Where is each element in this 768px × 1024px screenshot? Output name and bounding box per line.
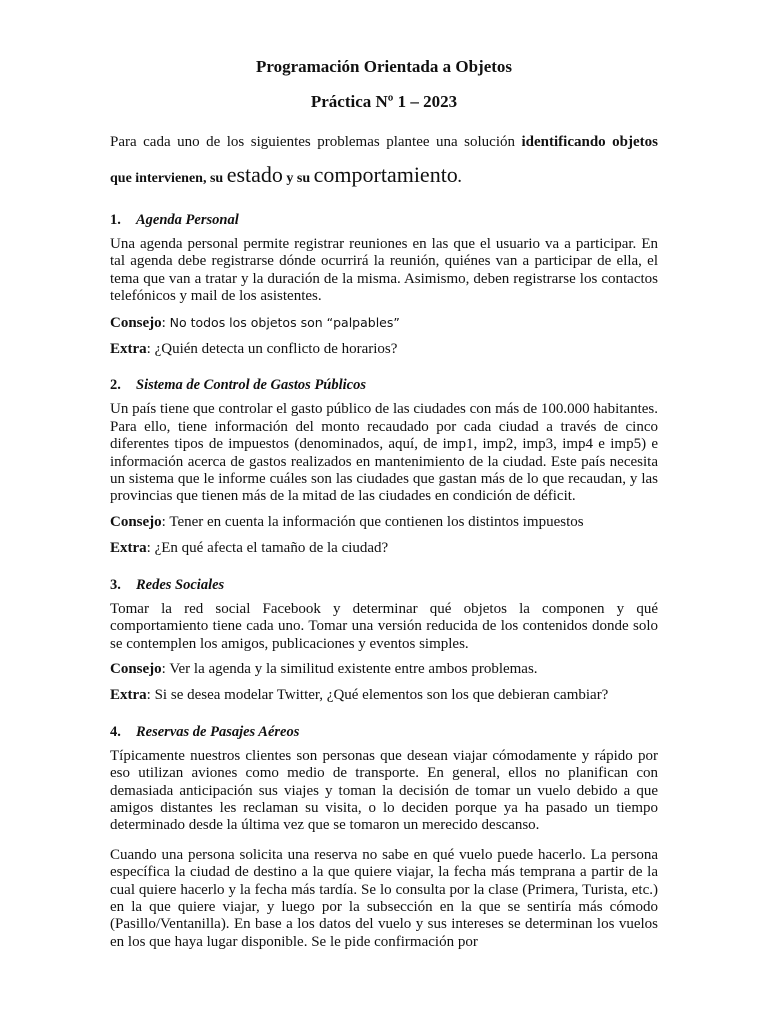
section-body: Un país tiene que controlar el gasto público de las ciudades con más de 100.000 habitantes. Para ello, tiene información del monto recaudado por cada ciudad a través de cinco diferentes tipos de impuestos (denominados, aquí, de imp1, imp2, imp3, imp4 e imp5) e información acerca de gastos realizados en mantenimiento de la ciudad. Este país necesita un sistema que le informe cuáles son las ciudades que gastan más de lo que recaudan, y las provincias que tienen más de la mitad de las ciudades en condición de déficit. bbox=[110, 401, 658, 505]
section-redes bbox=[110, 575, 658, 705]
page-subtitle: Práctica Nº 1 – 2023 bbox=[310, 92, 458, 111]
tip-label: Consejo bbox=[110, 314, 162, 331]
tip-line: Consejo: Tener en cuenta la información que contienen los distintos impuestos bbox=[110, 513, 584, 530]
page-title: Programación Orientada a Objetos bbox=[255, 57, 513, 76]
section-number: 1. bbox=[110, 212, 121, 228]
section-number: 2. bbox=[110, 377, 121, 394]
extra-text: Si se desea modelar Twitter, ¿Qué elementos son los que debieran cambiar? bbox=[154, 687, 609, 704]
document-page bbox=[110, 56, 658, 951]
section-title: Sistema de Control de Gastos Públicos bbox=[136, 377, 367, 394]
intro-bold-continue: que intervienen, su bbox=[110, 171, 227, 186]
extra-text: ¿Quién detecta un conflicto de horarios? bbox=[154, 341, 398, 358]
tip-label: Consejo bbox=[110, 513, 162, 530]
extra-line: Extra: ¿Quién detecta un conflicto de horarios? bbox=[110, 341, 398, 358]
tip-label: Consejo bbox=[110, 660, 162, 677]
extra-text: ¿En qué afecta el tamaño de la ciudad? bbox=[154, 540, 389, 557]
tip-text: Ver la agenda y la similitud existente entre ambos problemas. bbox=[169, 660, 538, 677]
section-title: Redes Sociales bbox=[136, 576, 225, 593]
intro-y-su: y su bbox=[282, 171, 314, 186]
tip-text: No todos los objetos son “palpables” bbox=[169, 314, 400, 330]
tip-line: Consejo: Ver la agenda y la similitud existente entre ambos problemas. bbox=[110, 660, 538, 677]
section-number: 4. bbox=[110, 723, 121, 740]
tip-text: Tener en cuenta la información que contienen los distintos impuestos bbox=[169, 513, 584, 530]
section-body-2: Cuando una persona solicita una reserva no sabe en qué vuelo puede hacerlo. La persona específica la ciudad de destino a la que quiere viajar, la fecha más temprana a partir de la cual quiere hacerlo y la fecha más tardía. Se lo consulta por la clase (Primera, Turista, etc.) en la que quiere viajar, y luego por la subsección en la que se sentiría más cómodo (Pasillo/Ventanilla). En base a los datos del vuelo y sus intereses se determinan los vuelos en los que haya lugar disponible. Se le pide confirmación por bbox=[110, 846, 658, 950]
intro-paragraph bbox=[110, 133, 658, 194]
intro-text: Para cada uno de los siguientes problemas plantee una solución bbox=[110, 134, 522, 150]
extra-label: Extra bbox=[110, 687, 147, 704]
section-heading bbox=[110, 210, 658, 230]
section-gastos bbox=[110, 375, 658, 557]
extra-line: Extra: Si se desea modelar Twitter, ¿Qué elementos son los que debieran cambiar? bbox=[110, 687, 609, 704]
section-title: Reservas de Pasajes Aéreos bbox=[136, 723, 300, 740]
section-heading bbox=[110, 722, 658, 742]
section-number: 3. bbox=[110, 576, 121, 593]
intro-period: . bbox=[457, 171, 462, 186]
section-title: Agenda Personal bbox=[136, 212, 239, 228]
section-heading bbox=[110, 375, 658, 395]
section-body: Una agenda personal permite registrar reuniones en las que el usuario va a participar. En tal agenda debe registrarse dónde ocurrirá la reunión, quiénes van a participar de ella, el tema que van a tratar y la duración de la misma. Asimismo, deben registrarse los contactos telefónicos y mail de los asistentes. bbox=[110, 236, 658, 305]
extra-line: Extra: ¿En qué afecta el tamaño de la ciudad? bbox=[110, 540, 389, 557]
section-heading bbox=[110, 575, 658, 595]
tip-line: Consejo: No todos los objetos son “palpables” bbox=[110, 314, 400, 331]
intro-estado: estado bbox=[226, 162, 283, 187]
intro-bold-objects: identificando objetos bbox=[521, 134, 658, 150]
extra-label: Extra bbox=[110, 540, 147, 557]
section-reservas bbox=[110, 722, 658, 951]
section-body: Tomar la red social Facebook y determinar qué objetos la componen y qué comportamiento tiene cada uno. Tomar una versión reducida de los contenidos donde solo se contemplen los amigos, publicaciones y eventos simples. bbox=[110, 600, 658, 652]
extra-label: Extra bbox=[110, 341, 147, 358]
intro-comportamiento: comportamiento bbox=[313, 162, 458, 187]
section-agenda bbox=[110, 210, 658, 358]
section-body: Típicamente nuestros clientes son personas que desean viajar cómodamente y rápido por eso utilizan aviones como medio de transporte. En general, ellos no planifican con demasiada anticipación sus viajes y toman la decisión de tomar un vuelo debido a que amigos distantes les reclaman su visita, o lo deciden porque ya ha pasado un tiempo determinado desde la última vez que se tomaron un merecido descanso. bbox=[110, 747, 658, 834]
